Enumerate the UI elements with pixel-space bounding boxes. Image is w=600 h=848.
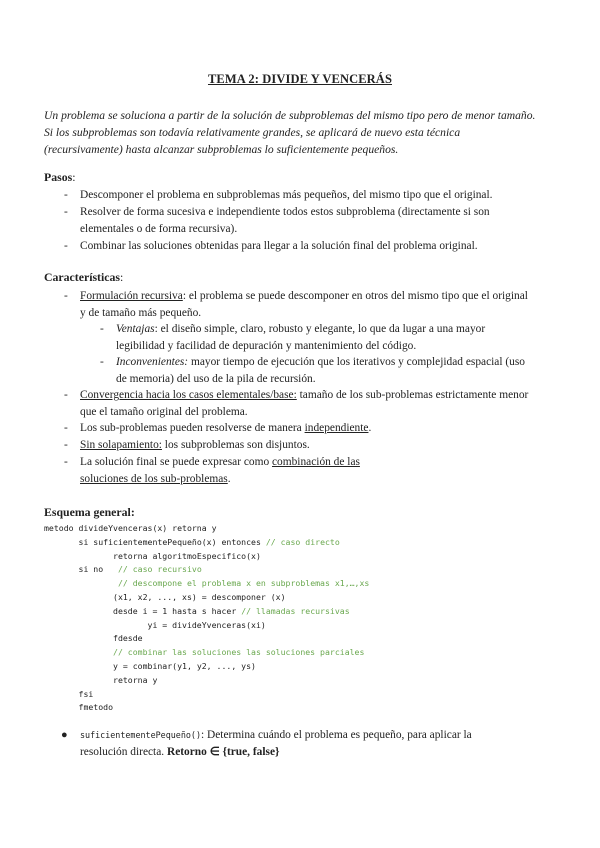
intro-line: Un problema se soluciona a partir de la solución de subproblemas del mismo tipo pero de menor tamaño.: [44, 109, 536, 122]
intro-line: (recursivamente) hasta alcanzar subproblemas lo suficientemente pequeños.: [44, 143, 399, 156]
intro-line: Si los subproblemas son todavía relativamente grandes, se aplicará de nuevo esta técnica: [44, 126, 461, 139]
code-comment: // combinar las soluciones las soluciones parciales: [113, 647, 365, 658]
code-line: fmetodo: [78, 702, 114, 713]
code-line: si no // caso recursivo: [78, 564, 202, 575]
code-line: y = combinar(y1, y2, ..., ys): [113, 660, 256, 671]
pasos-item: - Descomponer el problema en subproblemas más pequeños, del mismo tipo que el original.: [80, 187, 580, 204]
code-line: retorna y: [113, 674, 158, 685]
code-comment: // llamadas recursivas: [241, 605, 350, 616]
code-line: yi = divideYvenceras(xi): [147, 619, 266, 630]
code-line: metodo divideYvenceras(x) retorna y: [44, 523, 217, 533]
function-name: suficientementePequeño(): [80, 730, 202, 740]
code-line: fsi: [78, 688, 94, 699]
caracteristica-combinacion: - La solución final se puede expresar como combinación de las soluciones de los sub-problemas.: [80, 454, 580, 487]
code-line: (x1, x2, ..., xs) = descomponer (x): [113, 591, 286, 602]
intro-paragraph: [44, 107, 584, 158]
return-values: Retorno ∈ {true, false}: [166, 746, 280, 758]
caracteristica-solapamiento: - Sin solapamiento: los subproblemas son disjuntos.: [80, 437, 580, 454]
code-line: si suficientementePequeño(x) entonces // caso directo: [78, 536, 340, 547]
code-line: desde i = 1 hasta s hacer // llamadas recursivas: [113, 605, 350, 616]
esquema-heading: Esquema general:: [44, 505, 135, 519]
page-title: TEMA 2: DIVIDE Y VENCERÁS: [207, 72, 392, 86]
caracteristica-inconvenientes: - Inconvenientes: mayor tiempo de ejecución que los iterativos y complejidad espacial (uso de memoria) del uso de la pila de recursión.: [116, 354, 578, 387]
code-line: retorna algoritmoEspecifico(x): [113, 550, 261, 561]
caracteristica-formulacion: - Formulación recursiva: el problema se puede descomponer en otros del mismo tipo que el original y de tamaño más pequeño.: [80, 288, 580, 321]
caracteristica-independiente: - Los sub-problemas pueden resolverse de manera independiente.: [80, 420, 580, 437]
pseudocode-block: [44, 522, 369, 715]
bullet-item: ● suficientementePequeño(): Determina cuándo el problema es pequeño, para aplicar la resolución directa. Retorno ∈ {true, false}: [61, 729, 472, 758]
code-line: fdesde: [113, 633, 143, 644]
caracteristica-ventajas: - Ventajas: el diseño simple, claro, robusto y elegante, lo que da lugar a una mayor legibilidad y facilidad de depuración y mantenimiento del código.: [116, 321, 578, 354]
code-line: [44, 577, 369, 591]
code-comment: // caso directo: [265, 536, 340, 547]
caracteristica-convergencia: - Convergencia hacia los casos elementales/base: tamaño de los sub-problemas estrictamente menor que el tamaño original del problema.: [80, 387, 580, 420]
code-comment: // descompone el problema x en subproblemas x1,…,xs: [117, 578, 370, 589]
caracteristicas-heading: Características:: [44, 270, 124, 284]
pasos-heading: Pasos:: [44, 170, 76, 184]
pasos-item: - Combinar las soluciones obtenidas para llegar a la solución final del problema original.: [80, 238, 580, 255]
pasos-item: - Resolver de forma sucesiva e independiente todos estos subproblema (directamente si son elementales o de forma recursiva).: [80, 204, 580, 237]
code-line: [44, 646, 369, 660]
code-comment: // caso recursivo: [117, 564, 202, 575]
bullet-dot-icon: ●: [61, 729, 68, 741]
